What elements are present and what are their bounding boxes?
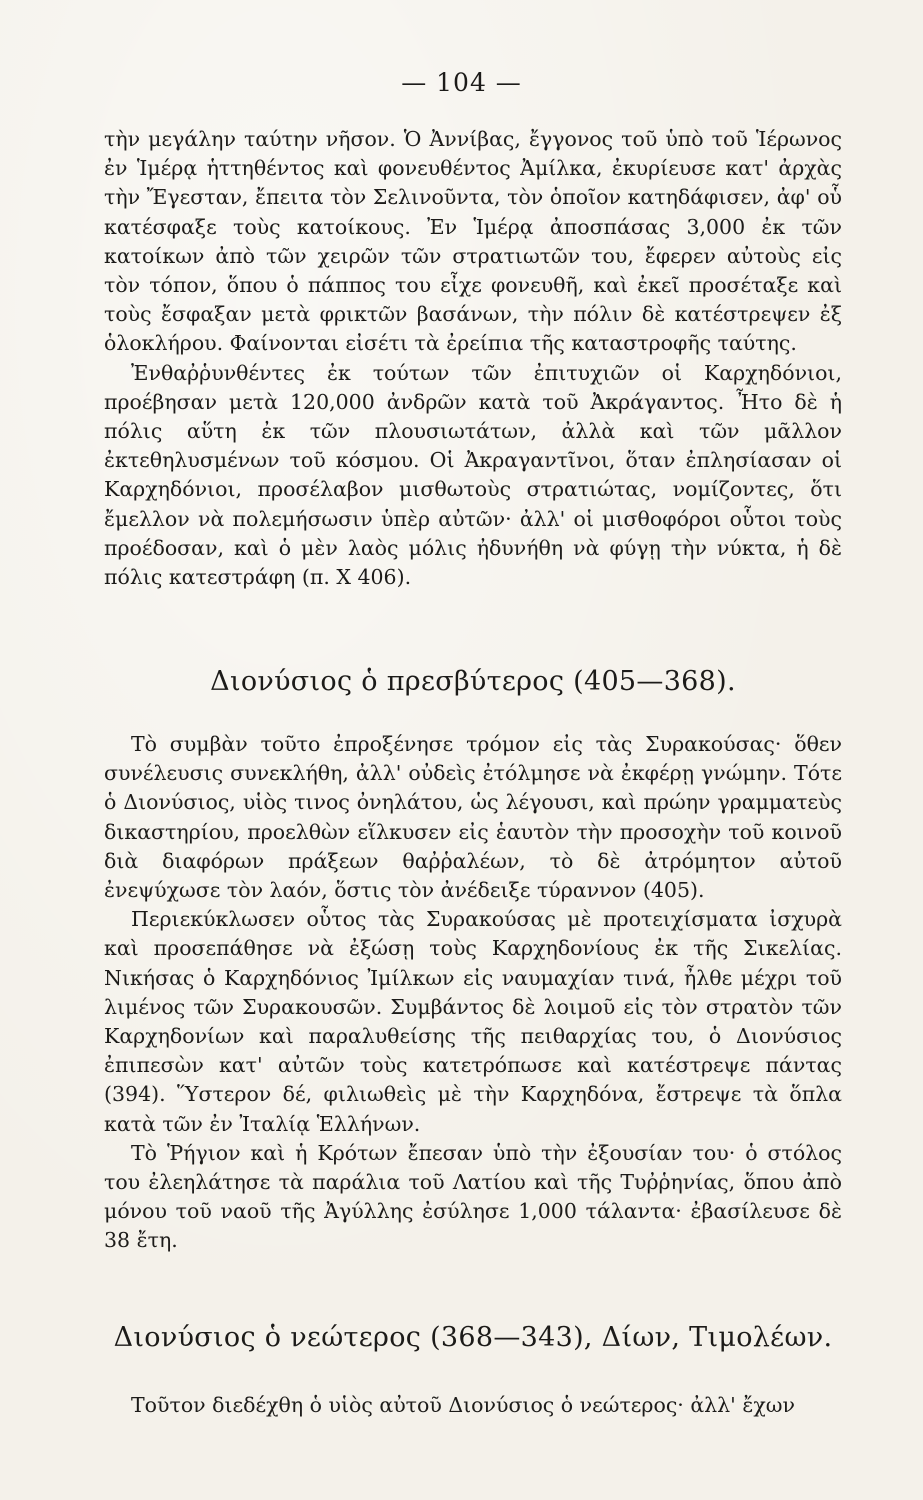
paragraph: Τὸ Ῥήγιον καὶ ἡ Κρότων ἔπεσαν ὑπὸ τὴν ἐξουσίαν του· ὁ στόλος του ἐλεηλάτησε τὰ παράλια τοῦ Λατίου καὶ τῆς Τυῤῥηνίας, ὅπου ἀπὸ μόνου τοῦ ναοῦ τῆς Ἀγύλλης ἐσύλησε 1,000 τάλαντα· ἐβασίλευσε δὲ 38 ἔτη. <box>104 1140 842 1253</box>
paragraph: Τοῦτον διεδέχθη ὁ υἱὸς αὐτοῦ Διονύσιος ὁ νεώτερος· ἀλλ' ἔχων <box>131 1393 795 1417</box>
page-number: — 104 — <box>401 68 522 97</box>
paragraph: Ἐνθαῤῥυνθέντες ἐκ τούτων τῶν ἐπιτυχιῶν οἱ Καρχηδόνιοι, προέβησαν μετὰ 120,000 ἀνδρῶν κατὰ τοῦ Ἀκράγαντος. Ἦτο δὲ ἡ πόλις αὕτη ἐκ τῶν πλουσιωτάτων, ἀλλὰ καὶ τῶν μᾶλλον ἐκτεθηλυσμένων τοῦ κόσμου. Οἱ Ἀκραγαντῖνοι, ὅταν ἐπλησίασαν οἱ Καρχηδόνιοι, προσέλαβον μισθωτοὺς στρατιώτας, νομίζοντες, ὅτι ἔμελλον νὰ πολεμήσωσιν ὑπὲρ αὐτῶν· ἀλλ' οἱ μισθοφόροι οὗτοι τοὺς προέδοσαν, καὶ ὁ μὲν λαὸς μόλις ἠδυνήθη νὰ φύγῃ τὴν νύκτα, ἡ δὲ πόλις κατεστράφη (π. Χ 406). <box>104 360 842 590</box>
paragraph: Τὸ συμβὰν τοῦτο ἐπροξένησε τρόμον εἰς τὰς Συρακούσας· ὅθεν συνέλευσις συνεκλήθη, ἀλλ' οὐδεὶς ἐτόλμησε νὰ ἐκφέρῃ γνώμην. Τότε ὁ Διονύσιος, υἱὸς τινος ὀνηλάτου, ὡς λέγουσι, καὶ πρώην γραμματεὺς δικαστηρίου, προελθὼν εἵλκυσεν εἰς ἑαυτὸν τὴν προσοχὴν τοῦ κοινοῦ διὰ διαφόρων πράξεων θαῤῥαλέων, τὸ δὲ ἀτρόμητον αὐτοῦ ἐνεψύχωσε τὸν λαόν, ὅστις τὸν ἀνέδειξε τύραννον (405). <box>104 732 842 903</box>
section-heading-text: Διονύσιος ὁ νεώτερος (368—343), Δίων, Τιμολέων. <box>113 1322 833 1353</box>
paragraph: Περιεκύκλωσεν οὗτος τὰς Συρακούσας μὲ προτειχίσματα ἰσχυρὰ καὶ προσεπάθησε νὰ ἐξώσῃ τοὺς Καρχηδονίους ἐκ τῆς Σικελίας. Νικήσας ὁ Καρχηδόνιος Ἰμίλκων εἰς ναυμαχίαν τινά, ἦλθε μέχρι τοῦ λιμένος τῶν Συρακουσῶν. Συμβάντος δὲ λοιμοῦ εἰς τὸν στρατὸν τῶν Καρχηδονίων καὶ παραλυθείσης τῆς πειθαρχίας του, ὁ Διονύσιος ἐπιπεσὼν κατ' αὐτῶν τοὺς κατετρόπωσε καὶ κατέστρεψε πάντας (394). Ὕστερον δέ, φιλιωθεὶς μὲ τὴν Καρχηδόνα, ἔστρεψε τὰ ὅπλα κατὰ τῶν ἐν Ἰταλίᾳ Ἑλλήνων. <box>104 907 842 1136</box>
text-block-dionysius-elder <box>104 730 842 1256</box>
section-heading-dionysius-younger <box>104 1322 842 1353</box>
section-heading-text: Διονύσιος ὁ πρεσβύτερος (405—368). <box>210 666 736 697</box>
section-heading-dionysius-elder <box>104 666 842 697</box>
paragraph: τὴν μεγάλην ταύτην νῆσον. Ὁ Ἀννίβας, ἔγγονος τοῦ ὑπὸ τοῦ Ἱέρωνος ἐν Ἱμέρᾳ ἡττηθέντος καὶ φονευθέντος Ἀμίλκα, ἐκυρίευσε κατ' ἀρχὰς τὴν Ἔγεσταν, ἔπειτα τὸν Σελινοῦντα, τὸν ὁποῖον κατηδάφισεν, ἀφ' οὗ κατέσφαξε τοὺς κατοίκους. Ἐν Ἱμέρᾳ ἀποσπάσας 3,000 ἐκ τῶν κατοίκων ἀπὸ τῶν χειρῶν τῶν στρατιωτῶν του, ἔφερεν αὐτοὺς εἰς τὸν τόπον, ὅπου ὁ πάππος του εἶχε φονευθῆ, καὶ ἐκεῖ προσέταξε καὶ τοὺς ἔσφαξαν μετὰ φρικτῶν βασάνων, τὴν πόλιν δὲ κατέστρεψεν ἐξ ὁλοκλήρου. Φαίνονται εἰσέτι τὰ ἐρείπια τῆς καταστροφῆς ταύτης. <box>104 127 842 356</box>
text-block-dionysius-younger <box>104 1391 842 1420</box>
text-block-intro <box>104 125 842 592</box>
